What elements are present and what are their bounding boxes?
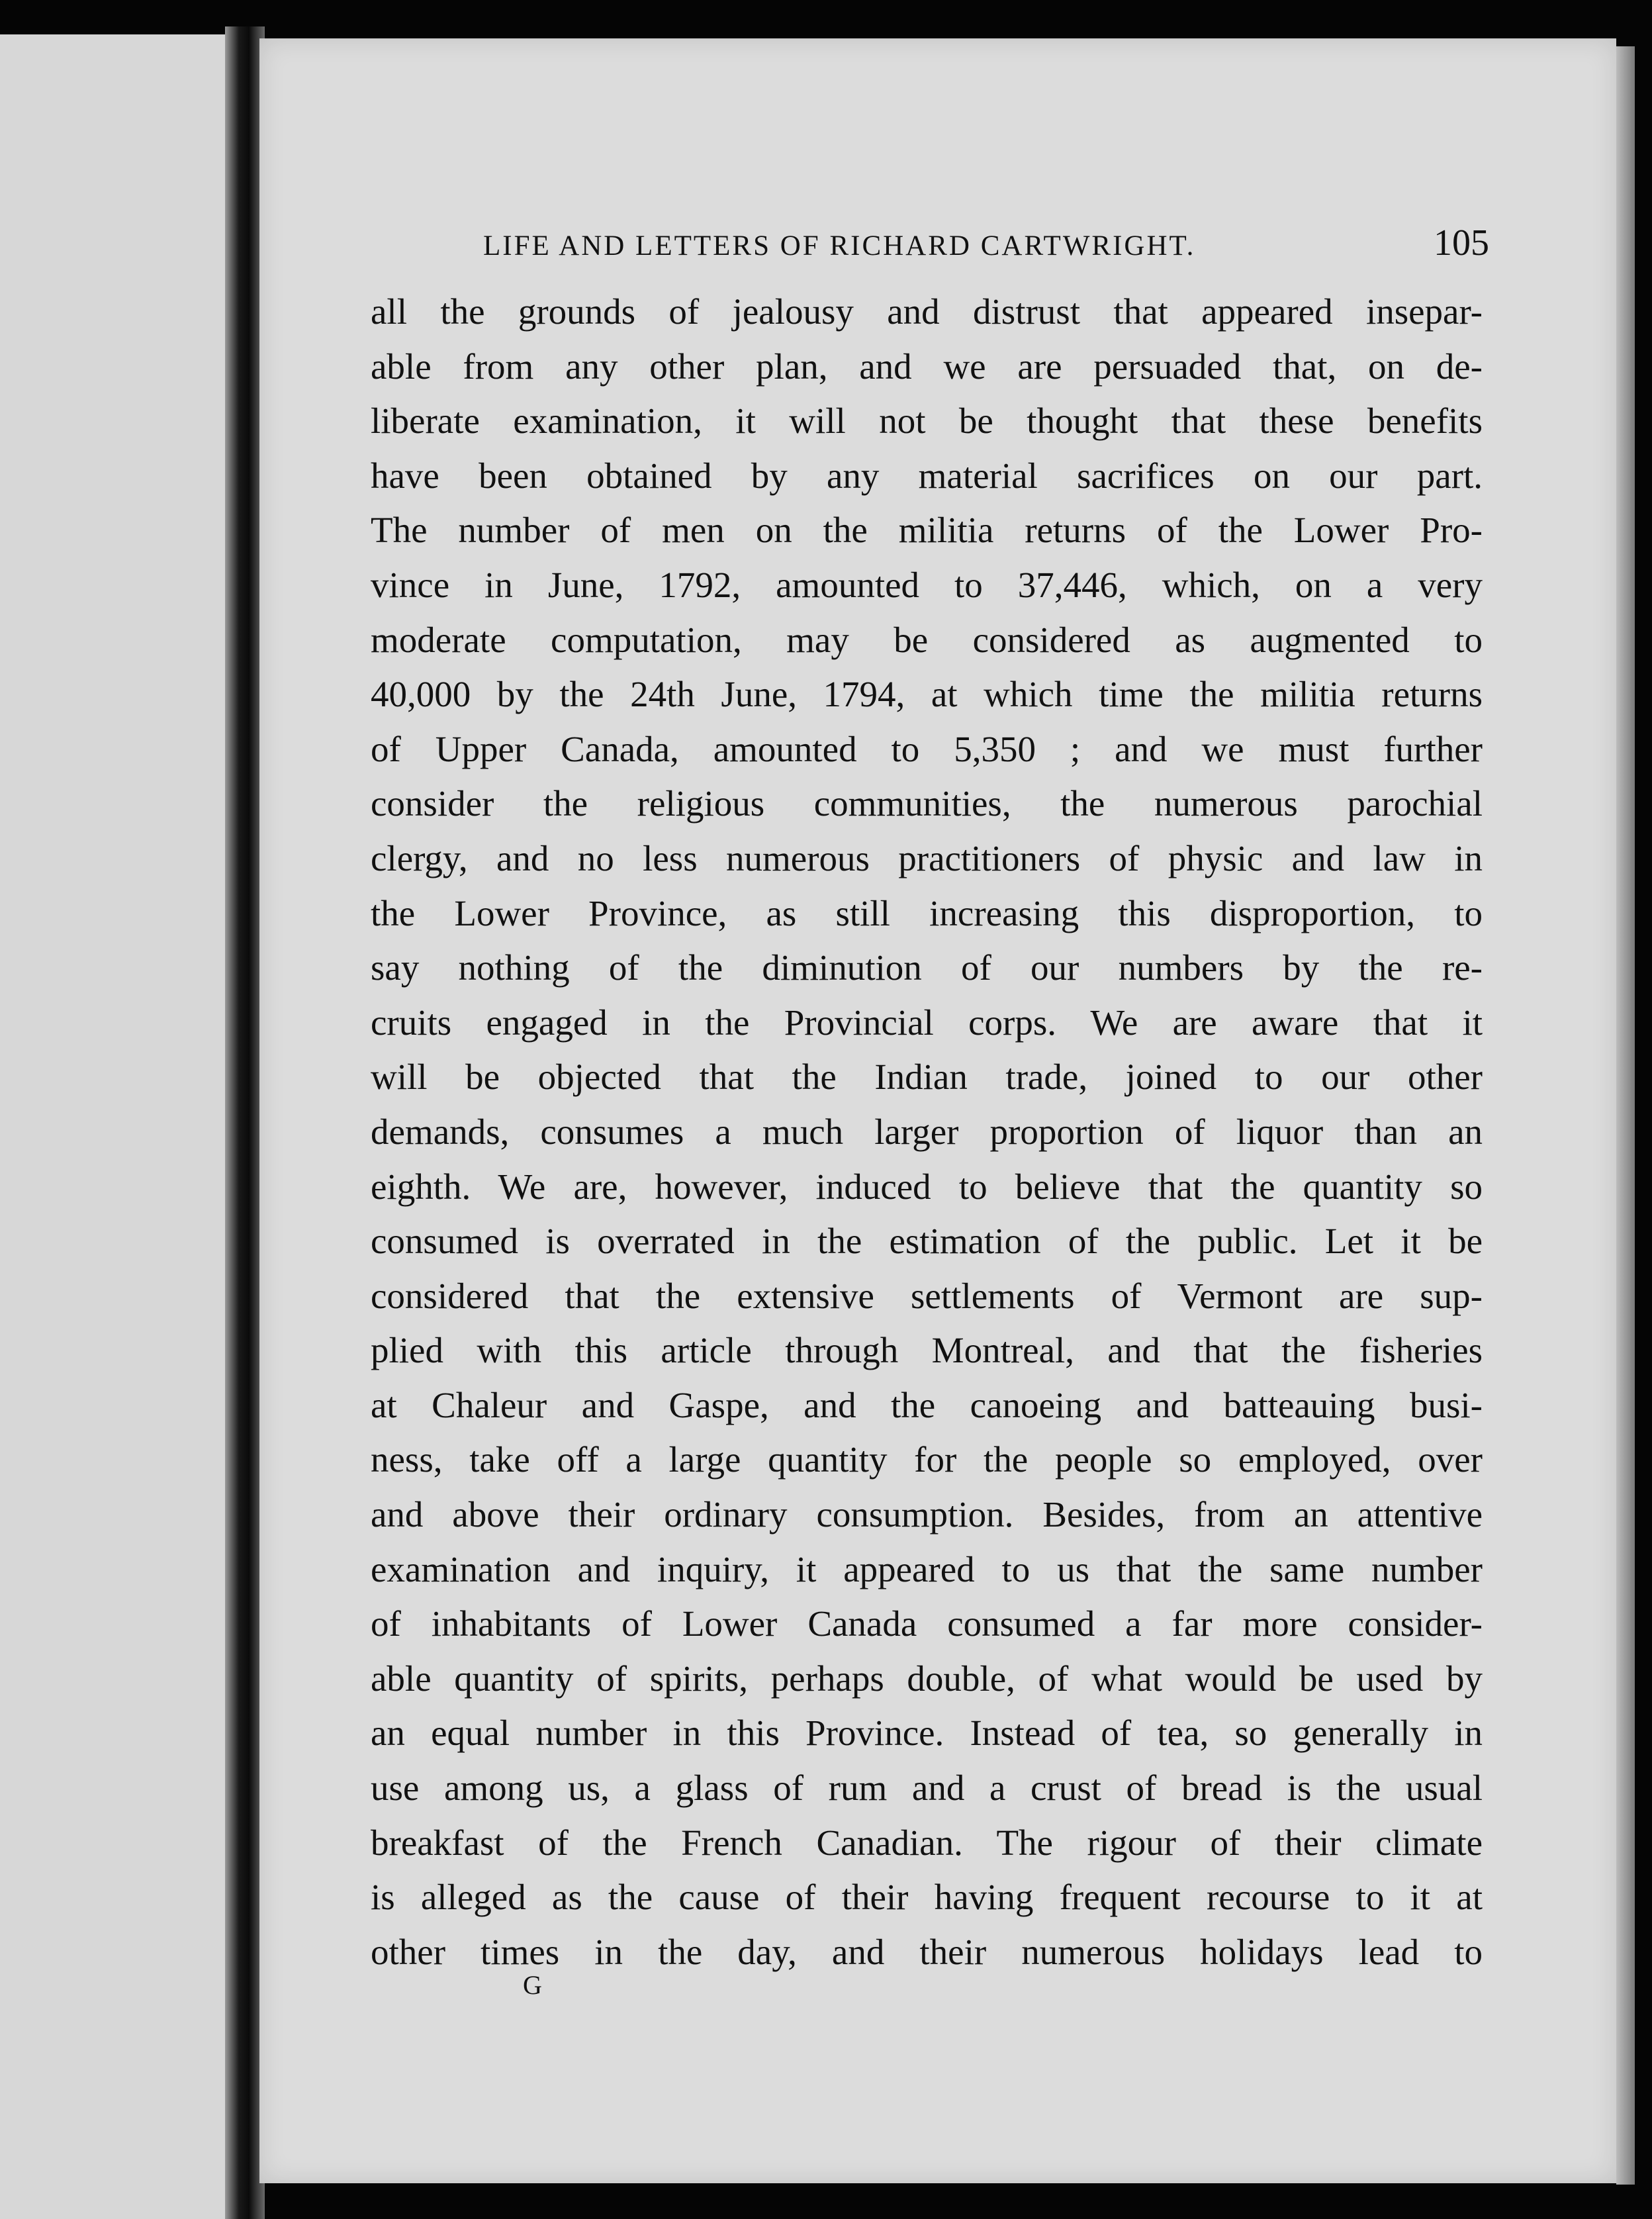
body-text <box>371 285 1483 1979</box>
text-line: cruits engaged in the Provincial corps. We are aware that it <box>371 1002 1483 1043</box>
text-line: have been obtained by any material sacrifices on our part. <box>371 455 1483 496</box>
text-line: The number of men on the militia returns of the Lower Pro- <box>371 510 1483 551</box>
text-line: of Upper Canada, amounted to 5,350 ; and we must further <box>371 728 1483 769</box>
text-line: demands, consumes a much larger proportion of liquor than an <box>371 1111 1483 1152</box>
text-line: will be objected that the Indian trade, joined to our other <box>371 1057 1483 1098</box>
text-line: at Chaleur and Gaspe, and the canoeing and batteauing busi- <box>371 1384 1483 1425</box>
text-line: 40,000 by the 24th June, 1794, at which time the militia returns <box>371 674 1483 715</box>
text-line: breakfast of the French Canadian. The rigour of their climate <box>371 1822 1483 1863</box>
text-line: consumed is overrated in the estimation of the public. Let it be <box>371 1221 1483 1262</box>
page-number: 105 <box>1434 222 1489 263</box>
text-line: is alleged as the cause of their having frequent recourse to it at <box>371 1877 1483 1918</box>
text-line: ness, take off a large quantity for the people so employed, over <box>371 1439 1483 1480</box>
text-line: the Lower Province, as still increasing this disproportion, to <box>371 892 1483 933</box>
text-line: eighth. We are, however, induced to believe that the quantity so <box>371 1166 1483 1207</box>
text-line: an equal number in this Province. Instead of tea, so generally in <box>371 1713 1483 1754</box>
text-line: liberate examination, it will not be thought that these benefits <box>371 401 1483 442</box>
text-line: of inhabitants of Lower Canada consumed a far more consider- <box>371 1603 1483 1644</box>
text-line: all the grounds of jealousy and distrust that appeared insepar- <box>371 291 1483 332</box>
running-head <box>483 222 1489 264</box>
text-line: other times in the day, and their numerous holidays lead to <box>371 1931 1483 1972</box>
text-line: use among us, a glass of rum and a crust of bread is the usual <box>371 1768 1483 1809</box>
previous-page <box>0 34 240 2219</box>
book-gutter <box>225 26 265 2219</box>
text-line: plied with this article through Montreal, and that the fisheries <box>371 1330 1483 1371</box>
text-line: and above their ordinary consumption. Besides, from an attentive <box>371 1494 1483 1535</box>
text-line: considered that the extensive settlements of Vermont are sup- <box>371 1275 1483 1316</box>
text-line: consider the religious communities, the numerous parochial <box>371 783 1483 824</box>
text-line: able quantity of spirits, perhaps double, of what would be used by <box>371 1658 1483 1699</box>
text-line: able from any other plan, and we are persuaded that, on de- <box>371 346 1483 387</box>
page-edge <box>1616 46 1635 2185</box>
text-line: clergy, and no less numerous practitioners of physic and law in <box>371 837 1483 878</box>
text-line: moderate computation, may be considered as augmented to <box>371 619 1483 660</box>
text-line: examination and inquiry, it appeared to us that the same number <box>371 1548 1483 1589</box>
text-line: say nothing of the diminution of our numbers by the re- <box>371 947 1483 988</box>
text-line: vince in June, 1792, amounted to 37,446, which, on a very <box>371 564 1483 605</box>
running-title: LIFE AND LETTERS OF RICHARD CARTWRIGHT. <box>483 230 1196 261</box>
signature-mark: G <box>523 1970 542 2000</box>
